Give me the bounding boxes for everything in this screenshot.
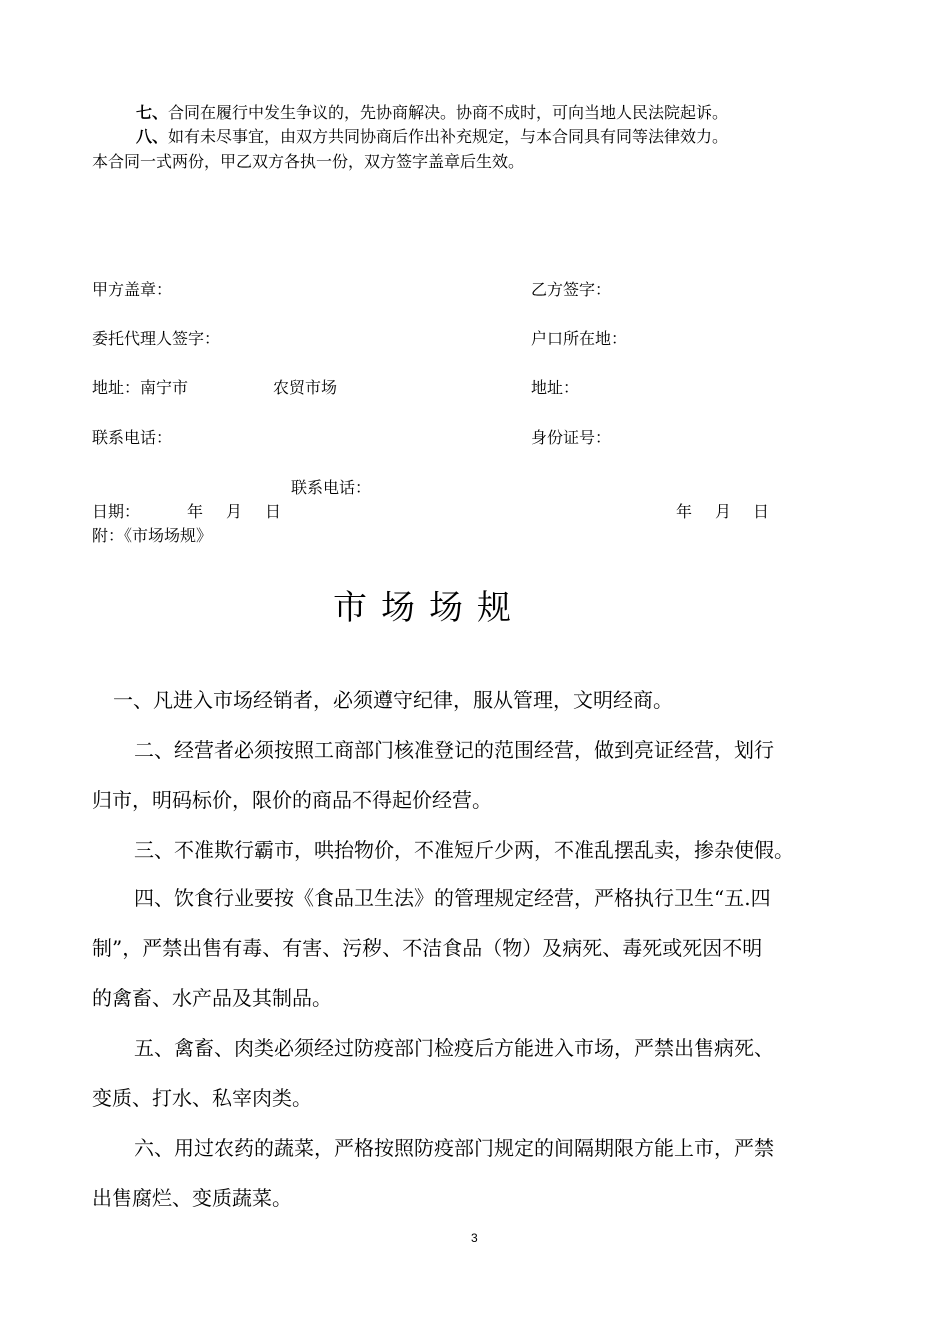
rule-line: 归市，明码标价，限价的商品不得起价经营。	[92, 788, 492, 812]
party-a-date-label: 日期：	[92, 502, 141, 521]
party-b-hukou-label: 户口所在地：	[531, 329, 628, 348]
rule-line: 制”，严禁出售有毒、有害、污秽、不洁食品（物）及病死、毒死或死因不明	[92, 936, 763, 960]
rule-line: 四、饮食行业要按《食品卫生法》的管理规定经营，严格执行卫生“五.四	[134, 886, 771, 910]
rule-line: 变质、打水、私宰肉类。	[92, 1086, 312, 1110]
party-b-address-label: 地址：	[531, 378, 580, 397]
clause-8-text: 如有未尽事宜，由双方共同协商后作出补充规定，与本合同具有同等法律效力。	[168, 127, 729, 146]
party-a-phone-label: 联系电话：	[92, 428, 173, 447]
clause-8	[136, 126, 728, 148]
party-a-address-label: 地址：南宁市	[92, 378, 189, 397]
attachment-note: 附：《市场场规》	[92, 526, 213, 545]
clause-7-number: 七、	[136, 103, 169, 122]
clause-8-number: 八、	[136, 127, 169, 146]
contract-closing: 本合同一式两份，甲乙双方各执一份，双方签字盖章后生效。	[92, 152, 525, 171]
rule-line: 六、用过农药的蔬菜，严格按照防疫部门规定的间隔期限方能上市，严禁	[134, 1136, 774, 1160]
rule-line: 出售腐烂、变质蔬菜。	[92, 1186, 292, 1210]
party-b-day: 日	[753, 502, 770, 521]
party-a-seal-label: 甲方盖章：	[92, 280, 173, 299]
party-a-address-market: 农贸市场	[273, 378, 338, 397]
party-a-year: 年	[187, 502, 204, 521]
party-b-year: 年	[676, 502, 693, 521]
party-b-phone-label: 联系电话：	[291, 478, 372, 497]
clause-7	[136, 102, 728, 124]
party-b-month: 月	[715, 502, 732, 521]
party-a-month: 月	[226, 502, 243, 521]
rule-line: 的禽畜、水产品及其制品。	[92, 986, 332, 1010]
party-b-sign-label: 乙方签字：	[531, 280, 612, 299]
clause-7-text: 合同在履行中发生争议的，先协商解决。协商不成时，可向当地人民法院起诉。	[168, 103, 729, 122]
party-a-agent-label: 委托代理人签字：	[92, 329, 221, 348]
rules-title: 市场场规	[333, 588, 525, 628]
party-a-day: 日	[265, 502, 282, 521]
party-b-id-label: 身份证号：	[531, 428, 612, 447]
rule-line: 五、禽畜、肉类必须经过防疫部门检疫后方能进入市场，严禁出售病死、	[134, 1036, 774, 1060]
rule-line: 三、不准欺行霸市，哄抬物价，不准短斤少两，不准乱摆乱卖，掺杂使假。	[134, 838, 794, 862]
page-number: 3	[471, 1231, 478, 1245]
rule-line: 一、凡进入市场经销者，必须遵守纪律，服从管理，文明经商。	[113, 688, 673, 712]
rule-line: 二、经营者必须按照工商部门核准登记的范围经营，做到亮证经营，划行	[134, 738, 774, 762]
